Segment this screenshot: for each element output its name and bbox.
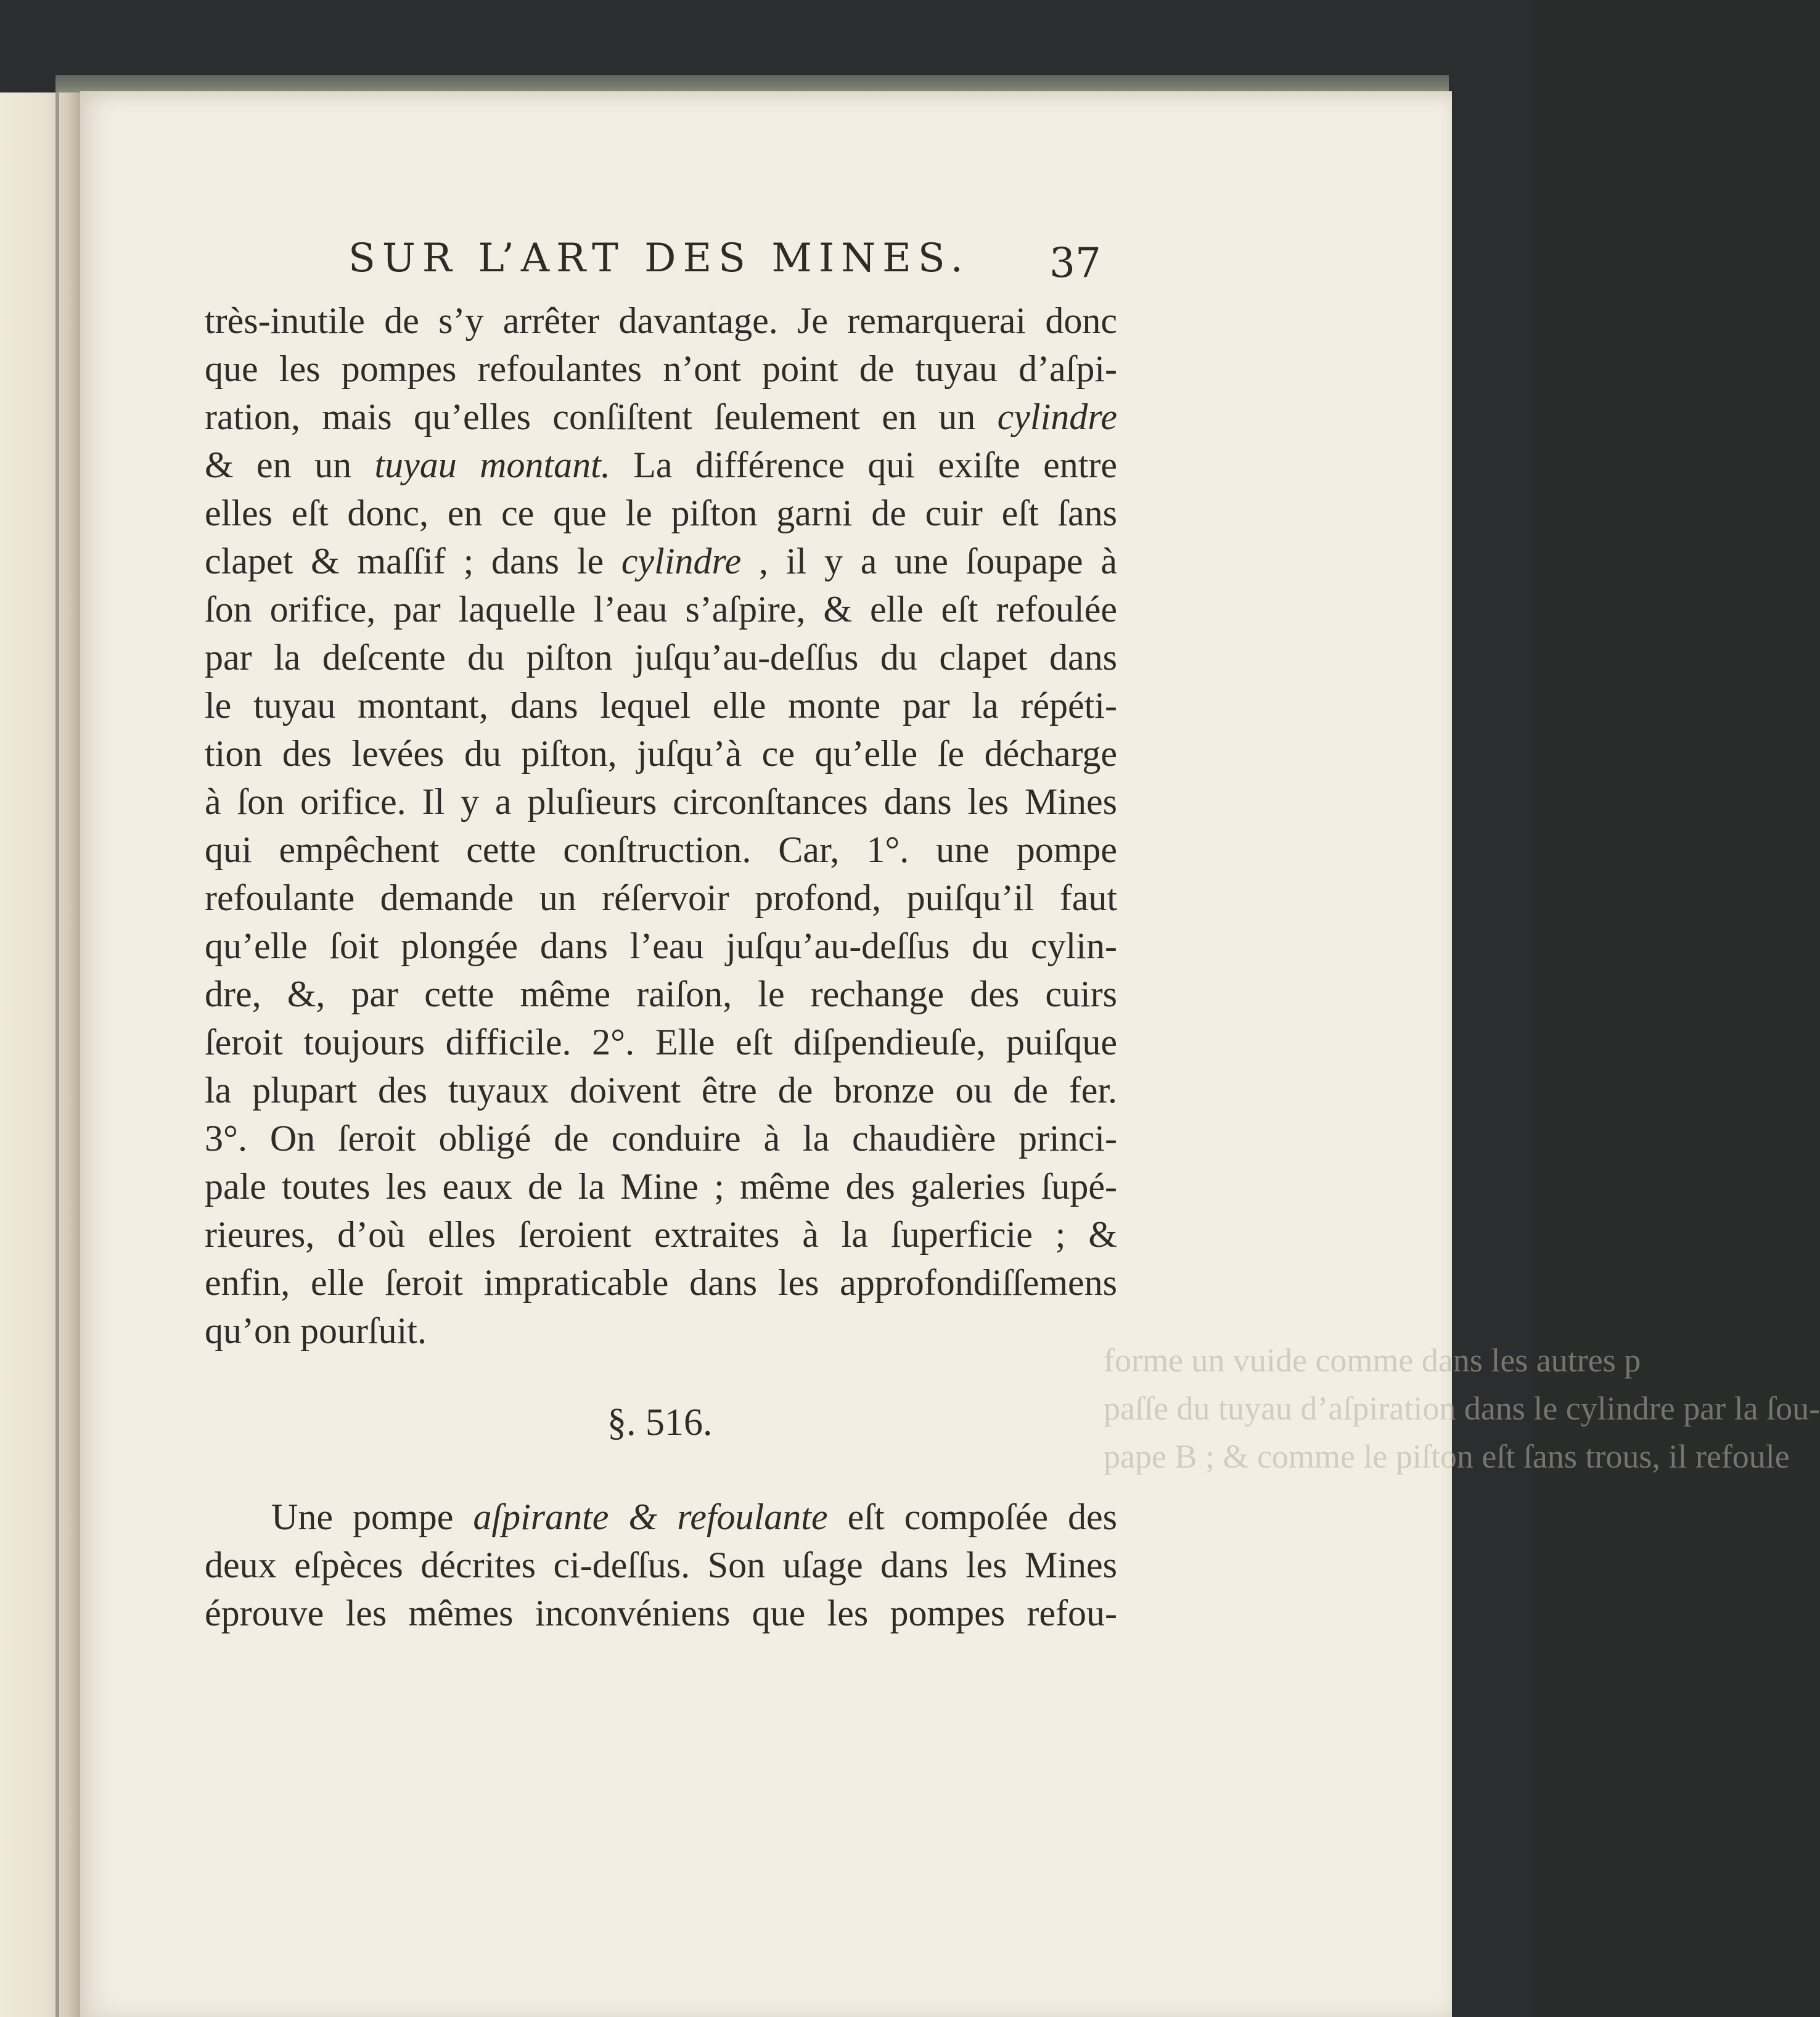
show-through-line: paſſe du tuyau d’aſpiration dans le cylindre par la ſou-: [1104, 1390, 1820, 1427]
section-number: §. 516.: [607, 1402, 713, 1444]
text-line: Une pompe aſpirante & refoulante eſt compoſée des: [271, 1497, 1118, 1537]
text-line: elles eſt donc, en ce que le piſton garni de cuir eſt ſans: [205, 493, 1117, 533]
text-line: ration, mais qu’elles conſiſtent ſeulement en un cylindre: [205, 396, 1117, 437]
text-line: que les pompes refoulantes n’ont point de tuyau d’aſpi-: [205, 348, 1117, 389]
text-line: tion des levées du piſton, juſqu’à ce qu’elle ſe décharge: [205, 733, 1117, 774]
text-line: très-inutile de s’y arrêter davantage. Je remarquerai donc: [205, 300, 1117, 341]
text-line: le tuyau montant, dans lequel elle monte par la répéti-: [205, 685, 1117, 726]
text-line: rieures, d’où elles ſeroient extraites à la ſuperficie ; &: [205, 1214, 1117, 1255]
text-line: qu’on pourſuit.: [205, 1310, 427, 1351]
text-line: clapet & maſſif ; dans le cylindre , il y a une ſoupape à: [205, 541, 1117, 581]
text-line: enfin, elle ſeroit impraticable dans les approfondiſſemens: [205, 1262, 1117, 1303]
text-line: qu’elle ſoit plongée dans l’eau juſqu’au-deſſus du cylin-: [205, 926, 1117, 966]
book-gutter-shadow: [55, 92, 59, 2017]
running-head-title: SUR L’ART DES MINES.: [348, 236, 970, 281]
text-line: dre, &, par cette même raiſon, le rechange des cuirs: [205, 974, 1117, 1014]
page-number: 37: [1049, 239, 1101, 287]
text-line: ſon orifice, par laquelle l’eau s’aſpire, & elle eſt refoulée: [205, 589, 1117, 630]
show-through-line: forme un vuide comme dans les autres p: [1104, 1342, 1641, 1379]
text-line: qui empêchent cette conſtruction. Car, 1°. une pompe: [205, 829, 1117, 870]
text-line: éprouve les mêmes inconvéniens que les pompes refou-: [205, 1593, 1117, 1633]
facing-page-edge: [0, 92, 80, 2017]
text-line: 3°. On ſeroit obligé de conduire à la chaudière princi-: [205, 1118, 1117, 1159]
text-line: & en un tuyau montant. La différence qui exiſte entre: [205, 445, 1117, 485]
text-line: deux eſpèces décrites ci-deſſus. Son uſage dans les Mines: [205, 1545, 1117, 1585]
text-line: à ſon orifice. Il y a pluſieurs circonſtances dans les Mines: [205, 781, 1117, 822]
text-line: ſeroit toujours difficile. 2°. Elle eſt diſpendieuſe, puiſque: [205, 1022, 1117, 1062]
show-through-line: pape B ; & comme le piſton eſt ſans trous, il refoule: [1104, 1438, 1790, 1475]
text-line: refoulante demande un réſervoir profond, puiſqu’il faut: [205, 877, 1117, 918]
text-line: la plupart des tuyaux doivent être de bronze ou de fer.: [205, 1070, 1117, 1111]
text-line: pale toutes les eaux de la Mine ; même des galeries ſupé-: [205, 1166, 1117, 1207]
text-line: par la deſcente du piſton juſqu’au-deſſus du clapet dans: [205, 637, 1117, 678]
